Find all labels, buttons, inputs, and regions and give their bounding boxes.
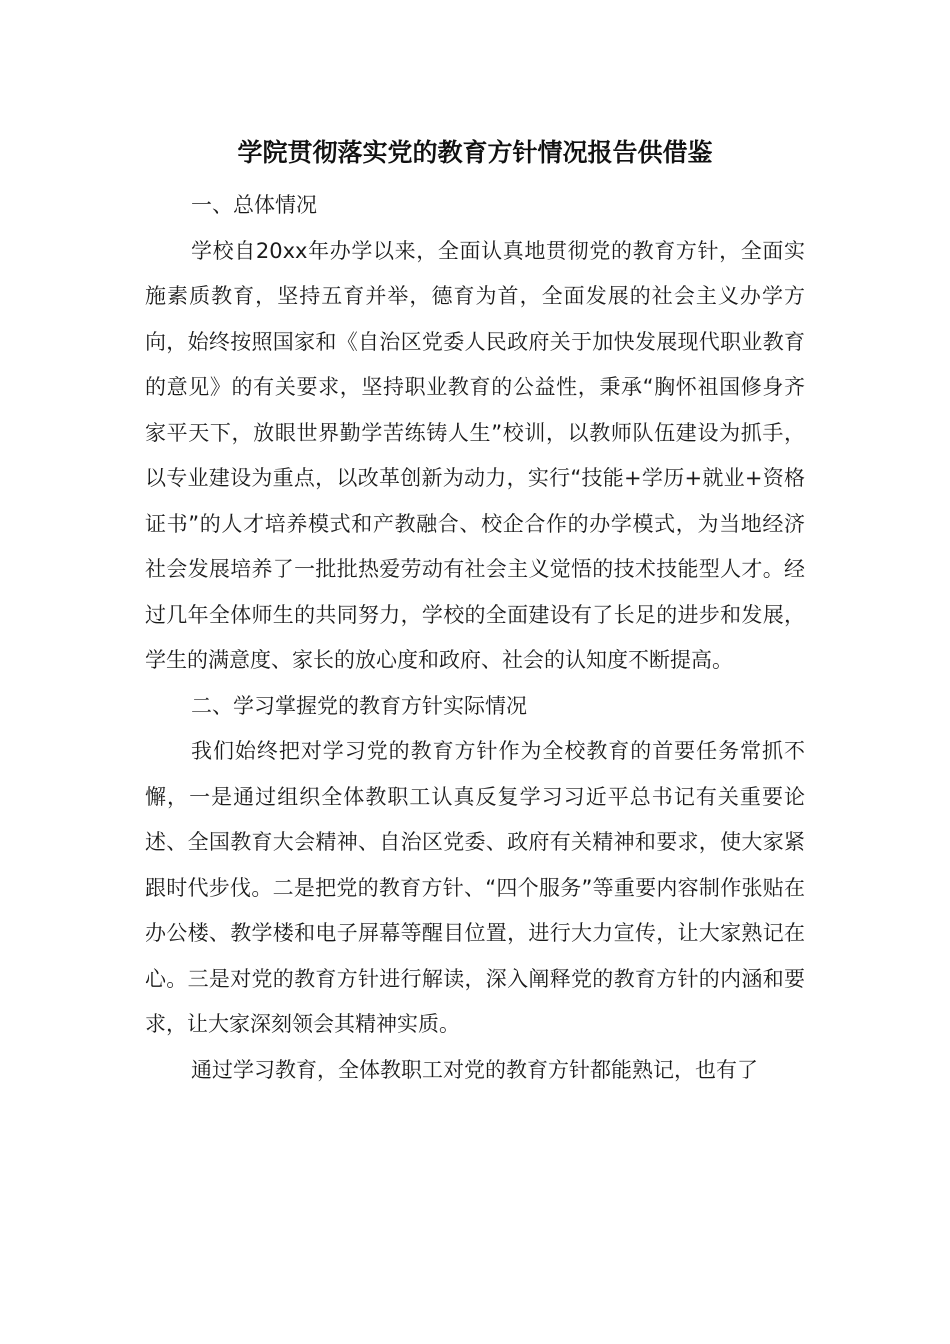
document-title: 学院贯彻落实党的教育方针情况报告供借鉴 xyxy=(237,138,713,167)
document-body xyxy=(145,183,805,1093)
paragraph-overview: 学校自20xx年办学以来，全面认真地贯彻党的教育方针，全面实施素质教育，坚持五育并举，德育为首，全面发展的社会主义办学方向，始终按照国家和《自治区党委人民政府关于加快发展现代职业教育的意见》的有关要求，坚持职业教育的公益性，秉承“胸怀祖国修身齐家平天下，放眼世界勤学苦练铸人生”校训，以教师队伍建设为抓手，以专业建设为重点，以改革创新为动力，实行“技能+学历+就业+资格证书”的人才培养模式和产教融合、校企合作的办学模式，为当地经济社会发展培养了一批批热爱劳动有社会主义觉悟的技术技能型人才。经过几年全体师生的共同努力，学校的全面建设有了长足的进步和发展，学生的满意度、家长的放心度和政府、社会的认知度不断提高。 xyxy=(145,238,805,672)
paragraph-result: 通过学习教育，全体教职工对党的教育方针都能熟记，也有了 xyxy=(191,1057,758,1082)
section-heading-overview: 一、总体情况 xyxy=(191,193,317,217)
section-heading-study: 二、学习掌握党的教育方针实际情况 xyxy=(191,693,527,718)
paragraph-study: 我们始终把对学习党的教育方针作为全校教育的首要任务常抓不懈，一是通过组织全体教职工认真反复学习习近平总书记有关重要论述、全国教育大会精神、自治区党委、政府有关精神和要求，使大家紧跟时代步伐。二是把党的教育方针、“四个服务”等重要内容制作张贴在办公楼、教学楼和电子屏幕等醒目位置，进行大力宣传，让大家熟记在心。三是对党的教育方针进行解读，深入阐释党的教育方针的内涵和要求，让大家深刻领会其精神实质。 xyxy=(145,739,805,1036)
